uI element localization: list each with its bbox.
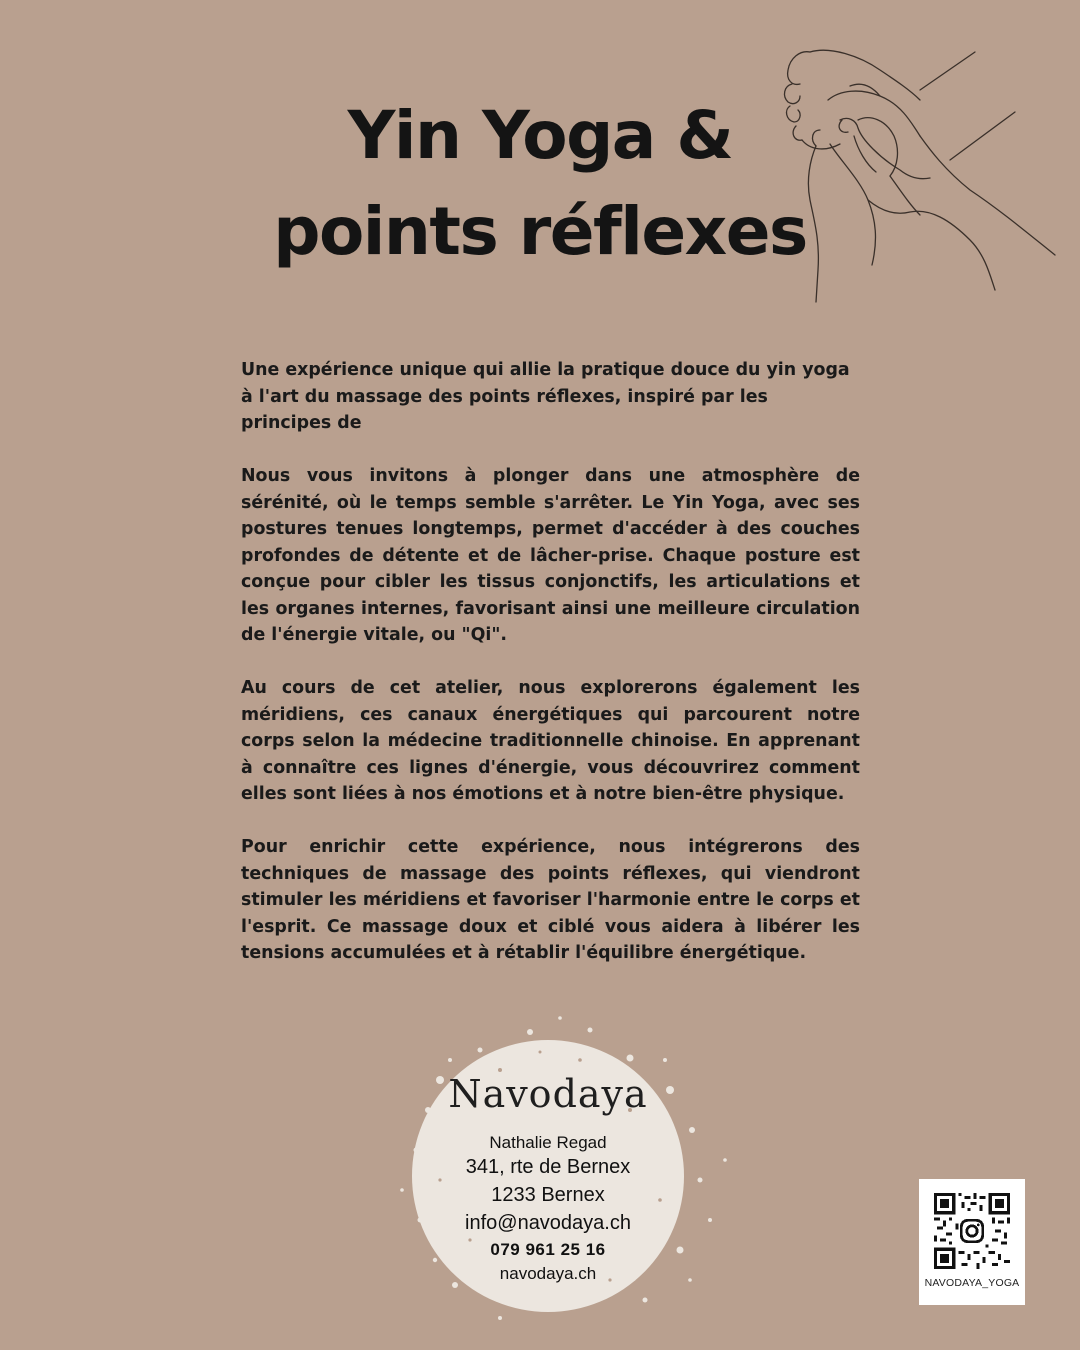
description-text — [241, 357, 860, 993]
brand-logo-text: Navodaya — [448, 1072, 648, 1116]
contact-phone-link[interactable]: 079 961 25 16 — [490, 1240, 606, 1259]
title-line-2: points réflexes — [273, 193, 807, 270]
contact-website-link[interactable]: navodaya.ch — [499, 1264, 597, 1283]
paragraph-meridians: Au cours de cet atelier, nous explorerons également les méridiens, ces canaux énergétiques qui parcourent notre corps selon la médecine traditionnelle chinoise. En apprenant à connaître ces lignes d'énergie, vous découvrirez comment elles sont liées à nos émotions et à notre bien-être physique. — [241, 678, 860, 804]
paragraph-massage: Pour enrichir cette expérience, nous intégrerons des techniques de massage des points réflexes, qui viendront stimuler les méridiens et favoriser l'harmonie entre le corps et l'esprit. Ce massage doux et ciblé vous aidera à libérer les tensions accumulées et à rétablir l'équilibre énergétique. — [241, 837, 860, 963]
hands-massaging-foot-icon — [770, 40, 1070, 310]
paragraph-yin-yoga: Nous vous invitons à plonger dans une atmosphère de sérénité, où le temps semble s'arrêter. Le Yin Yoga, avec ses postures tenues longtemps, permet d'accéder à des couches profondes de détente et de lâcher-prise. Chaque posture est conçue pour cibler les tissus conjonctifs, les articulations et les organes internes, favorisant ainsi une meilleure circulation de l'énergie vitale, ou "Qi". — [241, 466, 860, 645]
contact-street: 341, rte de Bernex — [465, 1156, 631, 1178]
title-line-1: Yin Yoga & — [347, 97, 733, 174]
contact-name: Nathalie Regad — [489, 1133, 607, 1152]
qr-label: NAVODAYA_YOGA — [924, 1277, 1020, 1289]
contact-email-link[interactable]: info@navodaya.ch — [465, 1212, 631, 1234]
qr-code — [934, 1193, 1010, 1269]
paragraph-intro: Une expérience unique qui allie la pratique douce du yin yoga à l'art du massage des points réflexes, inspiré par les principes de — [241, 360, 850, 433]
contact-city: 1233 Bernex — [491, 1184, 605, 1206]
instagram-qr-card[interactable] — [919, 1179, 1025, 1305]
